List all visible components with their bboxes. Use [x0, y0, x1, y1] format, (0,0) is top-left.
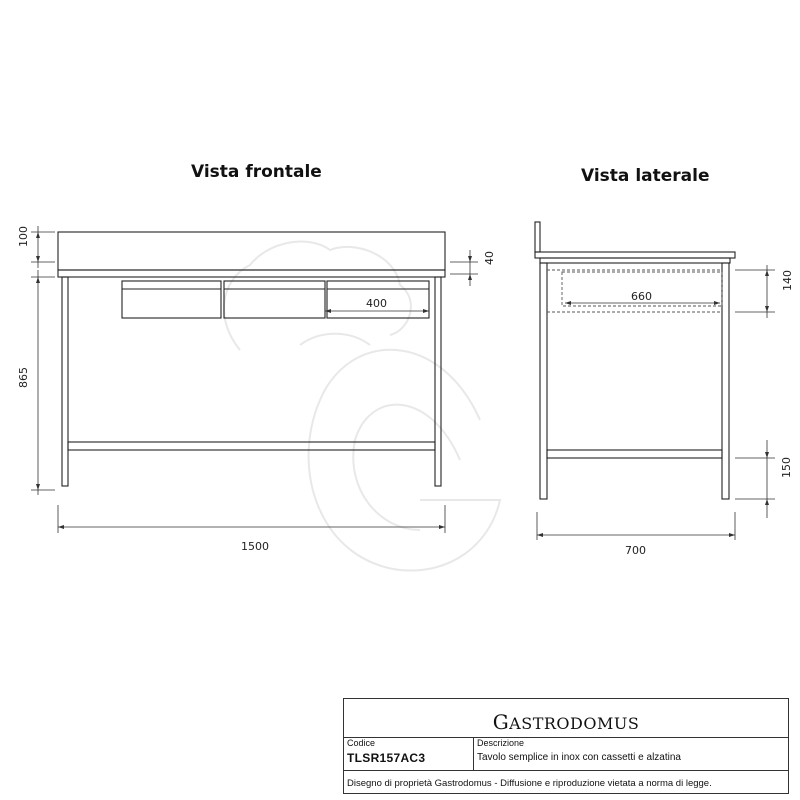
codice-value: TLSR157AC3	[347, 751, 426, 765]
brand-logo	[344, 699, 788, 738]
front-leg-left	[62, 277, 68, 486]
descrizione-label: Descrizione	[477, 738, 525, 748]
front-drawer-2	[224, 281, 325, 318]
side-view-title: Vista laterale	[581, 166, 710, 186]
dim-gap: 40	[483, 251, 496, 265]
dim-front-width: 1500	[241, 540, 269, 553]
side-view	[535, 222, 735, 499]
dim-drawer-width: 400	[366, 297, 387, 310]
side-shelf-rail	[547, 450, 722, 458]
front-view-title: Vista frontale	[191, 162, 322, 182]
front-shelf-rail	[68, 442, 435, 450]
dim-front-height: 865	[17, 367, 30, 388]
front-dimensions	[31, 226, 478, 533]
descrizione-value: Tavolo semplice in inox con cassetti e alzatina	[477, 752, 681, 763]
side-leg-front	[540, 263, 547, 499]
brand-initial: G	[492, 710, 510, 734]
codice-cell	[344, 737, 474, 771]
dim-shelf-height: 150	[780, 457, 793, 478]
title-block	[343, 698, 789, 794]
dim-drawer-depth: 660	[631, 290, 652, 303]
front-view	[58, 232, 445, 486]
brand-name: ASTRODOMUS	[509, 714, 640, 733]
side-worktop	[535, 252, 735, 258]
codice-label: Codice	[347, 738, 376, 748]
side-dimension-arrows	[537, 270, 769, 537]
dim-top-height: 100	[17, 226, 30, 247]
dim-drawer-height: 140	[781, 270, 794, 291]
dim-side-depth: 700	[625, 544, 646, 557]
side-leg-back	[722, 263, 729, 499]
front-worktop	[58, 270, 445, 277]
front-leg-right	[435, 277, 441, 486]
copyright-footer: Disegno di proprietà Gastrodomus - Diffusione e riproduzione vietata a norma di legge.	[347, 778, 712, 789]
side-upstand	[535, 222, 540, 252]
watermark-logo	[224, 242, 500, 571]
descrizione-cell	[474, 737, 788, 771]
front-drawer-1	[122, 281, 221, 318]
